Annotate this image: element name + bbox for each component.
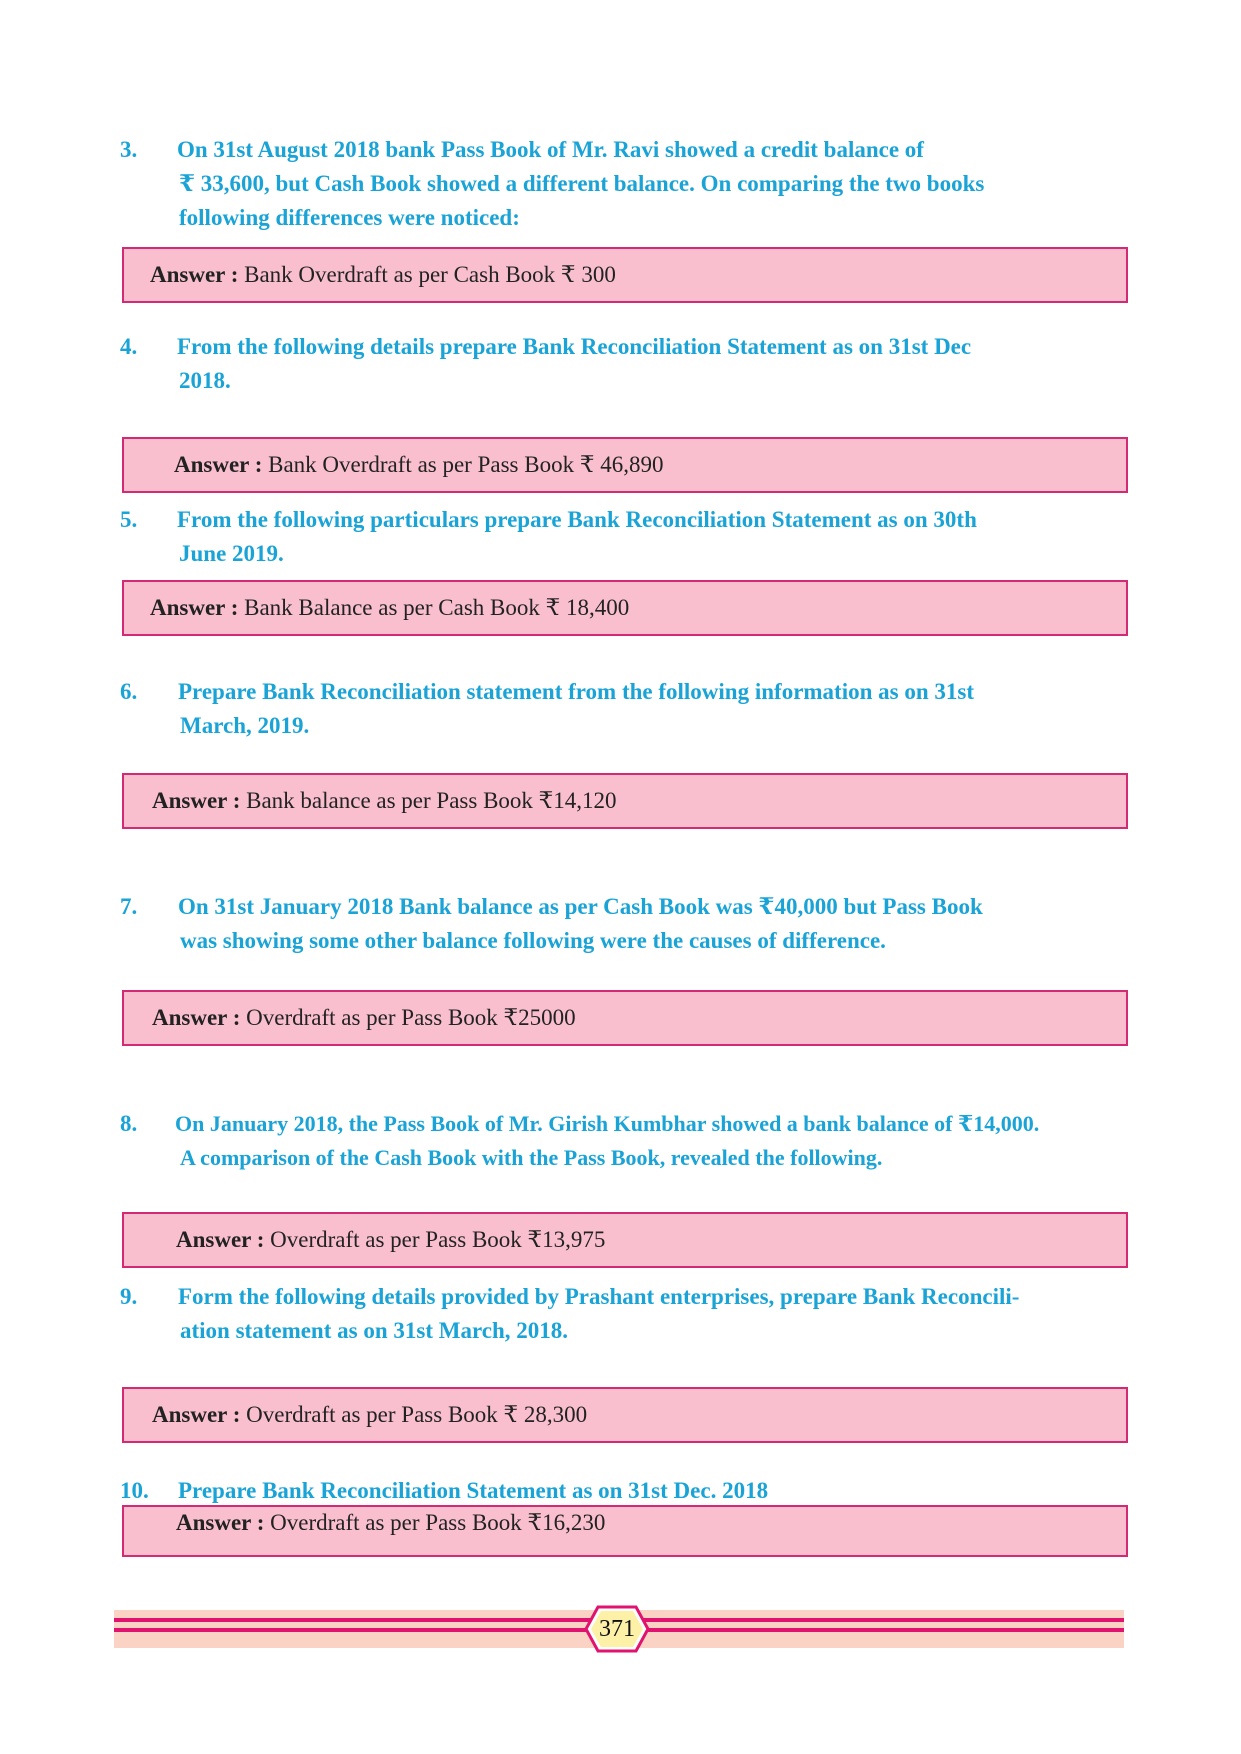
answer-box — [122, 773, 1128, 829]
answer-text: Bank Overdraft as per Cash Book ₹ 300 — [238, 262, 616, 287]
answer-text: Overdraft as per Pass Book ₹13,975 — [264, 1227, 606, 1252]
question-text — [178, 675, 974, 743]
question-line: June 2019. — [179, 541, 284, 566]
question-line: A comparison of the Cash Book with the Pass Book, revealed the following. — [180, 1145, 883, 1170]
question-number: 9. — [120, 1284, 138, 1309]
answer-box — [122, 1505, 1128, 1557]
question-text — [177, 503, 977, 571]
answer-box — [122, 580, 1128, 636]
question-text — [178, 890, 983, 958]
question-line: ation statement as on 31st March, 2018. — [180, 1318, 568, 1343]
question-line: On January 2018, the Pass Book of Mr. Girish Kumbhar showed a bank balance of ₹14,000. — [175, 1111, 1040, 1136]
answer-box — [122, 247, 1128, 303]
question-text — [177, 133, 984, 235]
question-text — [175, 1107, 1039, 1175]
question-line: Prepare Bank Reconciliation statement from the following information as on 31st — [178, 679, 975, 704]
answer-label: Answer : — [176, 1227, 265, 1252]
answer-text: Bank balance as per Pass Book ₹14,120 — [240, 788, 617, 813]
answer-text: Overdraft as per Pass Book ₹16,230 — [264, 1510, 606, 1535]
question-number: 6. — [120, 679, 138, 704]
question-line: On 31st January 2018 Bank balance as per Cash Book was ₹40,000 but Pass Book — [178, 894, 983, 919]
question-number: 7. — [120, 894, 138, 919]
answer-text: Overdraft as per Pass Book ₹ 28,300 — [240, 1402, 588, 1427]
question-line: On 31st August 2018 bank Pass Book of Mr. Ravi showed a credit balance of — [177, 137, 924, 162]
question-text — [178, 1474, 768, 1508]
question-number: 10. — [120, 1478, 149, 1503]
page-number: 371 — [599, 1616, 635, 1642]
question-line: was showing some other balance following were the causes of difference. — [180, 928, 886, 953]
answer-label: Answer : — [150, 262, 239, 287]
question-line: From the following particulars prepare Bank Reconciliation Statement as on 30th — [177, 507, 977, 532]
answer-label: Answer : — [152, 788, 241, 813]
question-line: Form the following details provided by Prashant enterprises, prepare Bank Reconcili- — [178, 1284, 1020, 1309]
question-number: 4. — [120, 334, 138, 359]
answer-text: Bank Balance as per Cash Book ₹ 18,400 — [238, 595, 630, 620]
answer-text: Bank Overdraft as per Pass Book ₹ 46,890 — [262, 452, 664, 477]
answer-label: Answer : — [150, 595, 239, 620]
answer-box — [122, 1212, 1128, 1268]
answer-text: Overdraft as per Pass Book ₹25000 — [240, 1005, 576, 1030]
question-number: 3. — [120, 137, 138, 162]
question-line: following differences were noticed: — [179, 205, 520, 230]
answer-label: Answer : — [176, 1510, 265, 1535]
question-line: March, 2019. — [180, 713, 310, 738]
question-line: 2018. — [179, 368, 231, 393]
question-text — [178, 1280, 1019, 1348]
answer-label: Answer : — [152, 1005, 241, 1030]
question-line: Prepare Bank Reconciliation Statement as on 31st Dec. 2018 — [178, 1478, 769, 1503]
question-number: 8. — [120, 1111, 138, 1136]
answer-box — [122, 437, 1128, 493]
question-line: ₹ 33,600, but Cash Book showed a different balance. On comparing the two books — [179, 171, 985, 196]
answer-label: Answer : — [152, 1402, 241, 1427]
answer-box — [122, 990, 1128, 1046]
answer-box — [122, 1387, 1128, 1443]
question-line: From the following details prepare Bank Reconciliation Statement as on 31st Dec — [177, 334, 972, 359]
question-number: 5. — [120, 507, 138, 532]
answer-label: Answer : — [174, 452, 263, 477]
question-text — [177, 330, 971, 398]
